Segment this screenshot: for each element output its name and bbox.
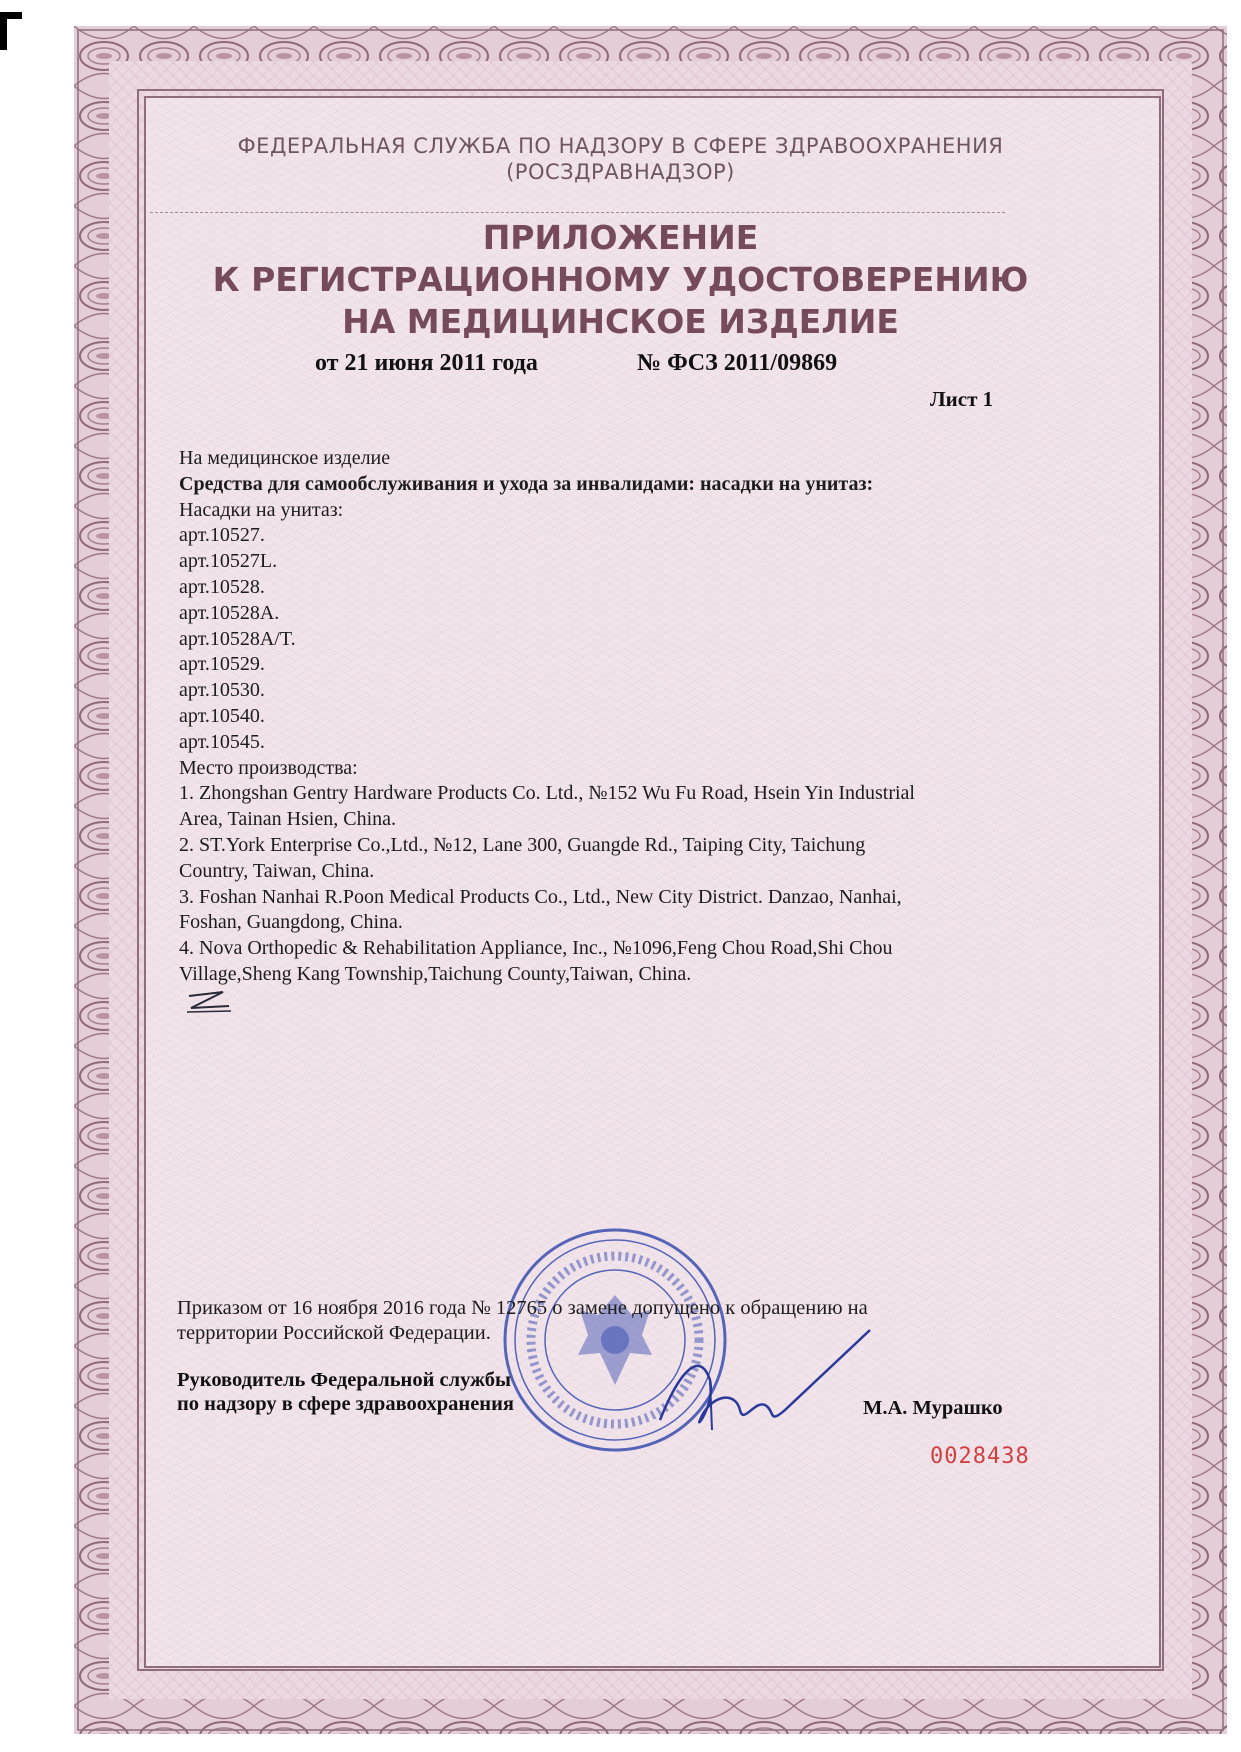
article-item: арт.10528A/T.: [179, 627, 296, 650]
header-divider: [150, 212, 1005, 213]
manufacturer-line: Area, Tainan Hsien, China.: [179, 808, 397, 831]
director-title: [177, 1368, 514, 1416]
order-note: [177, 1296, 977, 1346]
director-title-line: по надзору в сфере здравоохранения: [177, 1393, 515, 1415]
manufacturer-line: 2. ST.York Enterprise Co.,Ltd., №12, Lane 300, Guangde Rd., Taiping City, Taichung: [179, 833, 866, 856]
intro-line: На медицинское изделие: [179, 447, 391, 469]
document-subtitle-line1: К РЕГИСТРАЦИОННОМУ УДОСТОВЕРЕНИЮ: [212, 260, 1029, 299]
scan-edge-mark-top: [0, 12, 22, 19]
issue-date: от 21 июня 2011 года: [315, 350, 538, 376]
manufacturer-line: 1. Zhongshan Gentry Hardware Products Co. Ltd., №152 Wu Fu Road, Hsein Yin Industrial: [179, 782, 915, 805]
article-item: арт.10528.: [179, 575, 265, 598]
certificate-body: [179, 446, 1009, 988]
article-item: арт.10527.: [179, 524, 265, 547]
article-item: арт.10527L.: [179, 550, 278, 573]
director-title-line: Руководитель Федеральной службы: [177, 1369, 511, 1391]
manufacturer-line: Foshan, Guangdong, China.: [179, 911, 403, 934]
sheet-number: Лист 1: [930, 387, 994, 411]
manufacturer-line: 4. Nova Orthopedic & Rehabilitation Appliance, Inc., №1096,Feng Chou Road,Shi Chou: [179, 937, 893, 960]
signer-name: М.А. Мурашко: [863, 1397, 1003, 1419]
agency-name: ФЕДЕРАЛЬНАЯ СЛУЖБА ПО НАДЗОРУ В СФЕРЕ ЗДРАВООХРАНЕНИЯ: [237, 134, 1004, 158]
article-item: арт.10540.: [179, 704, 265, 727]
manufacturer-line: 3. Foshan Nanhai R.Poon Medical Products Co., Ltd., New City District. Danzao, Nanhai,: [179, 885, 902, 908]
form-serial-number: 0028438: [930, 1444, 1030, 1469]
article-item: арт.10545.: [179, 730, 265, 753]
production-place-label: Место производства:: [179, 756, 358, 779]
z-closing-mark: [183, 988, 233, 1016]
document-subtitle-line2: НА МЕДИЦИНСКОЕ ИЗДЕЛИЕ: [342, 302, 899, 341]
document-title: ПРИЛОЖЕНИЕ: [482, 218, 759, 257]
manufacturer-line: Country, Taiwan, China.: [179, 859, 375, 882]
registration-number: № ФСЗ 2011/09869: [637, 350, 838, 376]
manufacturer-line: Village,Sheng Kang Township,Taichung County,Taiwan, China.: [179, 962, 692, 985]
article-item: арт.10528A.: [179, 601, 280, 624]
product-title: Средства для самообслуживания и ухода за инвалидами: насадки на унитаз:: [179, 472, 874, 495]
article-item: арт.10529.: [179, 653, 265, 676]
agency-abbr: (РОСЗДРАВНАДЗОР): [506, 160, 735, 184]
article-item: арт.10530.: [179, 679, 265, 702]
order-note-line: территории Российской Федерации.: [177, 1322, 491, 1344]
product-subtitle: Насадки на унитаз:: [179, 498, 344, 521]
order-note-line: Приказом от 16 ноября 2016 года № 12765 о замене допущено к обращению на: [177, 1297, 868, 1319]
